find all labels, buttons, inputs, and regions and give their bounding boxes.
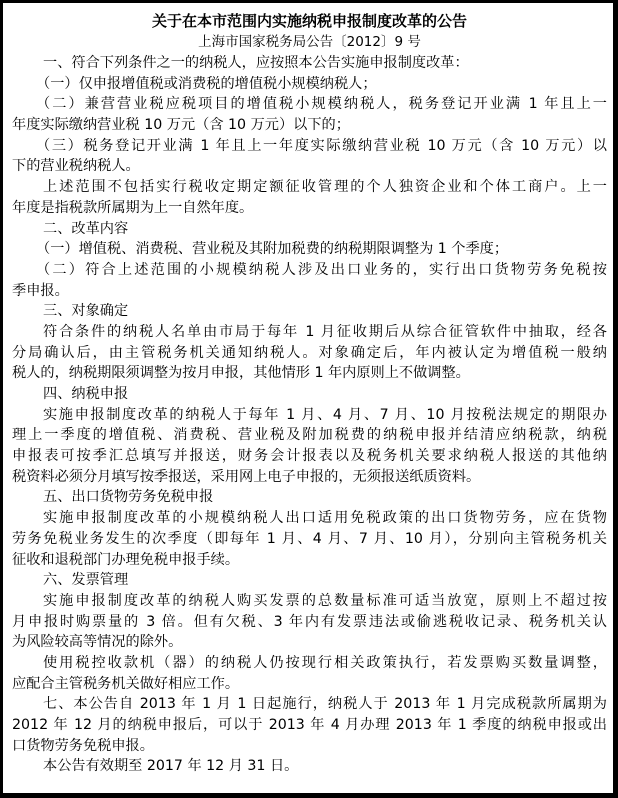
text-line: 上述范围不包括实行税收定期定额征收管理的个人独资企业和个体工商户。上一 [43, 179, 607, 196]
text-line: （一）增值税、消费税、营业税及其附加税费的纳税期限调整为 1 个季度； [36, 241, 509, 258]
document-title: 关于在本市范围内实施纳税申报制度改革的公告 [151, 12, 467, 30]
text-line: 三、对象确定 [43, 303, 129, 320]
text-line: 税人的，纳税期限须调整为按月申报，其他情形 1 年内原则上不做调整。 [12, 365, 470, 382]
text-line: （二）兼营营业税应税项目的增值税小规模纳税人，税务登记开业满 1 年且上一 [36, 96, 607, 113]
document-body [12, 53, 607, 777]
text-line: （二）符合上述范围的小规模纳税人涉及出口业务的，实行出口货物劳务免税按 [36, 261, 607, 278]
text-line: （三）税务登记开业满 1 年且上一年度实际缴纳营业税 10 万元（含 10 万元）以 [36, 137, 607, 154]
text-line: 为风险较高等情况的除外。 [12, 634, 183, 651]
text-line: 税资料必须分月填写按季报送，采用网上电子申报的，无须报送纸质资料。 [12, 468, 481, 485]
text-line: 月申报时购票量的 3 倍。但有欠税、3 年内有发票违法或偷逃税收记录、税务机关认 [12, 613, 607, 630]
text-line: 理上一季度的增值税、消费税、营业税及附加税费的纳税申报并结清应纳税款，纳税 [12, 427, 607, 444]
text-line: 口货物劳务免税申报。 [12, 737, 154, 754]
text-line: 申报表可按季汇总填写并报送，财务会计报表以及税务机关要求纳税人报送的其他纳 [12, 448, 607, 465]
text-line: 季申报。 [12, 282, 69, 299]
text-line: 本公告有效期至 2017 年 12 月 31 日。 [43, 758, 299, 775]
text-line: 一、符合下列条件之一的纳税人，应按照本公告实施申报制度改革： [43, 55, 469, 71]
text-line: 应配合主管税务机关做好相应工作。 [12, 675, 240, 692]
text-line: 四、纳税申报 [43, 386, 129, 402]
text-line: 年度实际缴纳营业税 10 万元（含 10 万元）以下的； [12, 117, 350, 134]
text-line: 征收和退税部门办理免税申报手续。 [12, 551, 240, 568]
text-line: 劳务免税业务发生的次季度（即每年 1 月、4 月、7 月、10 月），分别向主管税务机关 [12, 530, 607, 547]
text-line: 符合条件的纳税人名单由市局于每年 1 月征收期后从综合征管软件中抽取，经各 [43, 323, 607, 340]
text-line: （一）仅申报增值税或消费税的增值税小规模纳税人； [36, 75, 377, 92]
text-line: 七、本公告自 2013 年 1 月 1 日起施行，纳税人于 2013 年 1 月完成税款所属期为 [43, 696, 607, 713]
text-line: 2012 年 12 月的纳税申报后，可以于 2013 年 4 月办理 2013 年 1 季度的纳税申报或出 [12, 717, 607, 733]
text-line: 分局确认后，由主管税务机关通知纳税人。对象确定后，年内被认定为增值税一般纳 [12, 344, 607, 361]
text-line: 使用税控收款机（器）的纳税人仍按现行相关政策执行，若发票购买数量调整， [43, 654, 607, 671]
text-line: 实施申报制度改革的纳税人于每年 1 月、4 月、7 月、10 月按税法规定的期限办 [43, 406, 607, 423]
text-line: 年度是指税款所属期为上一自然年度。 [12, 199, 254, 216]
text-line: 五、出口货物劳务免税申报 [43, 489, 214, 506]
text-line: 实施申报制度改革的纳税人购买发票的总数量标准可适当放宽，原则上不超过按 [43, 592, 607, 609]
document-subtitle: 上海市国家税务局公告〔2012〕9 号 [198, 34, 421, 50]
text-line: 实施申报制度改革的小规模纳税人出口适用免税政策的出口货物劳务，应在货物 [43, 510, 607, 527]
text-line: 二、改革内容 [43, 220, 129, 237]
text-line: 六、发票管理 [43, 572, 129, 589]
text-line: 下的营业税纳税人。 [12, 158, 140, 175]
announcement-document [12, 9, 607, 777]
